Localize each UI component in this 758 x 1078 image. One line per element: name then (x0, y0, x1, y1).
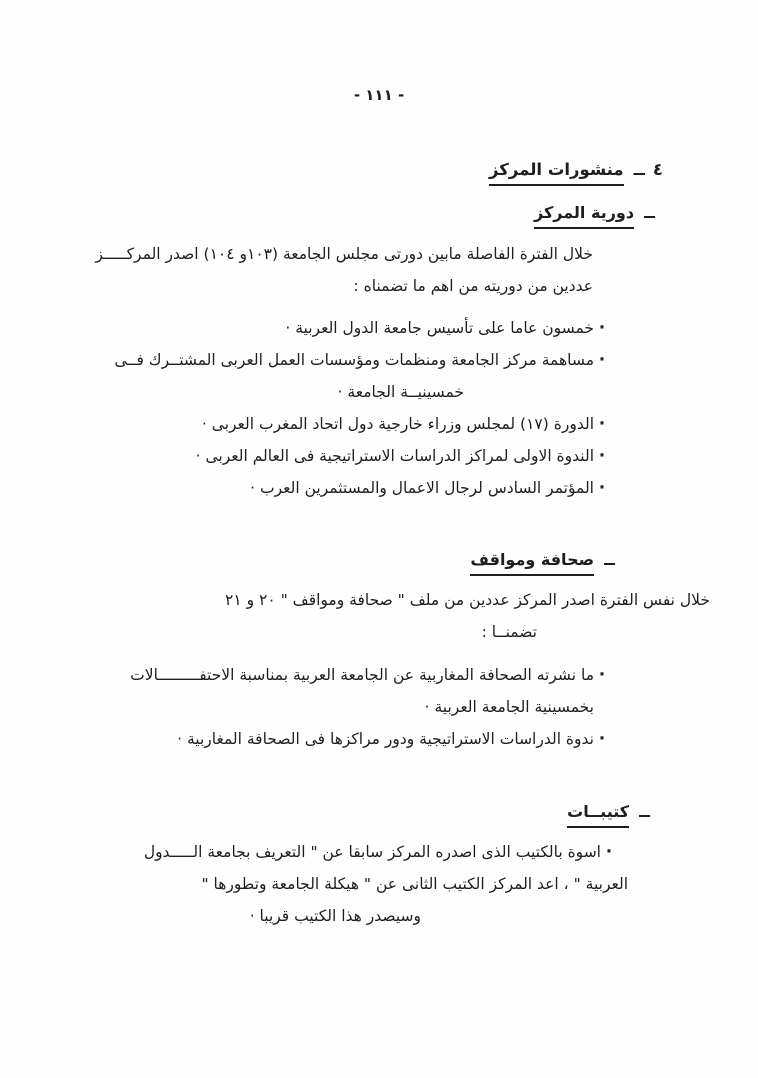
section-press-dash: ــ (604, 550, 615, 569)
booklets-bullet-list (0, 836, 628, 932)
bullet-text: خمسون عاما على تأسيس جامعة الدول العربية · (285, 319, 594, 337)
periodical-intro-paragraph (0, 238, 593, 302)
section-heading-periodical (0, 203, 655, 229)
main-heading-number: ٤ (652, 160, 663, 179)
page-number: - ١١١ - (353, 86, 405, 104)
paragraph-line: عددين من دوريته من اهم ما تضمناه : (353, 277, 593, 295)
bullet-dot-icon: · (598, 665, 606, 685)
bullet-dot-icon: · (598, 729, 606, 749)
bullet-line: العربية " ، اعد المركز الكتيب الثانى عن " هيكلة الجامعة وتطورها " (201, 875, 628, 893)
document-content (0, 160, 758, 932)
main-heading (0, 160, 663, 186)
bullet-text (0, 836, 628, 932)
bullet-text: الندوة الاولى لمراكز الدراسات الاستراتيجية فى العالم العربى · (195, 447, 594, 465)
bullet-line: مساهمة مركز الجامعة ومنظمات ومؤسسات العمل العربى المشتــرك فــى (114, 351, 594, 369)
bullet-text (0, 344, 594, 408)
bullet-dot-icon: · (598, 446, 606, 466)
bullet-text (0, 659, 594, 723)
main-heading-dash: ــ (633, 160, 645, 179)
bullet-line: وسيصدر هذا الكتيب قريبا · (249, 907, 421, 925)
paragraph-line: تضمنــا : (481, 623, 537, 641)
paragraph-line: خلال الفترة الفاصلة مابين دورتى مجلس الجامعة (١٠٣و ١٠٤) اصدر المركـــــز (95, 245, 593, 263)
periodical-bullet-list (0, 312, 610, 504)
bullet-text: ندوة الدراسات الاستراتيجية ودور مراكزها فى الصحافة المغاربية · (177, 730, 594, 748)
bullet-dot-icon: · (605, 842, 613, 862)
section-press-title: صحافة ومواقف (470, 550, 594, 576)
bullet-text: المؤتمر السادس لرجال الاعمال والمستثمرين العرب · (250, 479, 594, 497)
list-item (0, 312, 610, 344)
list-item (0, 440, 610, 472)
bullet-dot-icon: · (598, 414, 606, 434)
section-booklets-dash: ــ (639, 802, 650, 821)
list-item (0, 472, 610, 504)
bullet-dot-icon: · (598, 478, 606, 498)
paragraph-line: خلال نفس الفترة اصدر المركز عددين من ملف " صحافة ومواقف " ٢٠ و ٢١ (225, 591, 710, 609)
list-item (0, 836, 628, 932)
section-heading-press (0, 550, 615, 576)
press-intro-paragraph (0, 584, 710, 648)
bullet-line: بخمسينية الجامعة العربية · (424, 698, 594, 716)
list-item (0, 408, 610, 440)
press-bullet-list (0, 659, 610, 755)
section-booklets-title: كتيبــات (567, 802, 629, 828)
section-heading-booklets (0, 802, 650, 828)
section-periodical-title: دورية المركز (534, 203, 634, 229)
bullet-dot-icon: · (598, 318, 606, 338)
bullet-dot-icon: · (598, 350, 606, 370)
bullet-text: الدورة (١٧) لمجلس وزراء خارجية دول اتحاد المغرب العربى · (201, 415, 594, 433)
list-item (0, 723, 610, 755)
bullet-line: اسوة بالكتيب الذى اصدره المركز سابقا عن " التعريف بجامعة الـــــدول (143, 843, 601, 861)
section-periodical-dash: ــ (644, 203, 655, 222)
bullet-line: ما نشرته الصحافة المغاربية عن الجامعة العربية بمناسبة الاحتفـــــــــالات (130, 666, 594, 684)
list-item (0, 344, 610, 408)
bullet-line: خمسينيــة الجامعة · (337, 383, 464, 401)
list-item (0, 659, 610, 723)
main-heading-title: منشورات المركز (489, 160, 624, 186)
